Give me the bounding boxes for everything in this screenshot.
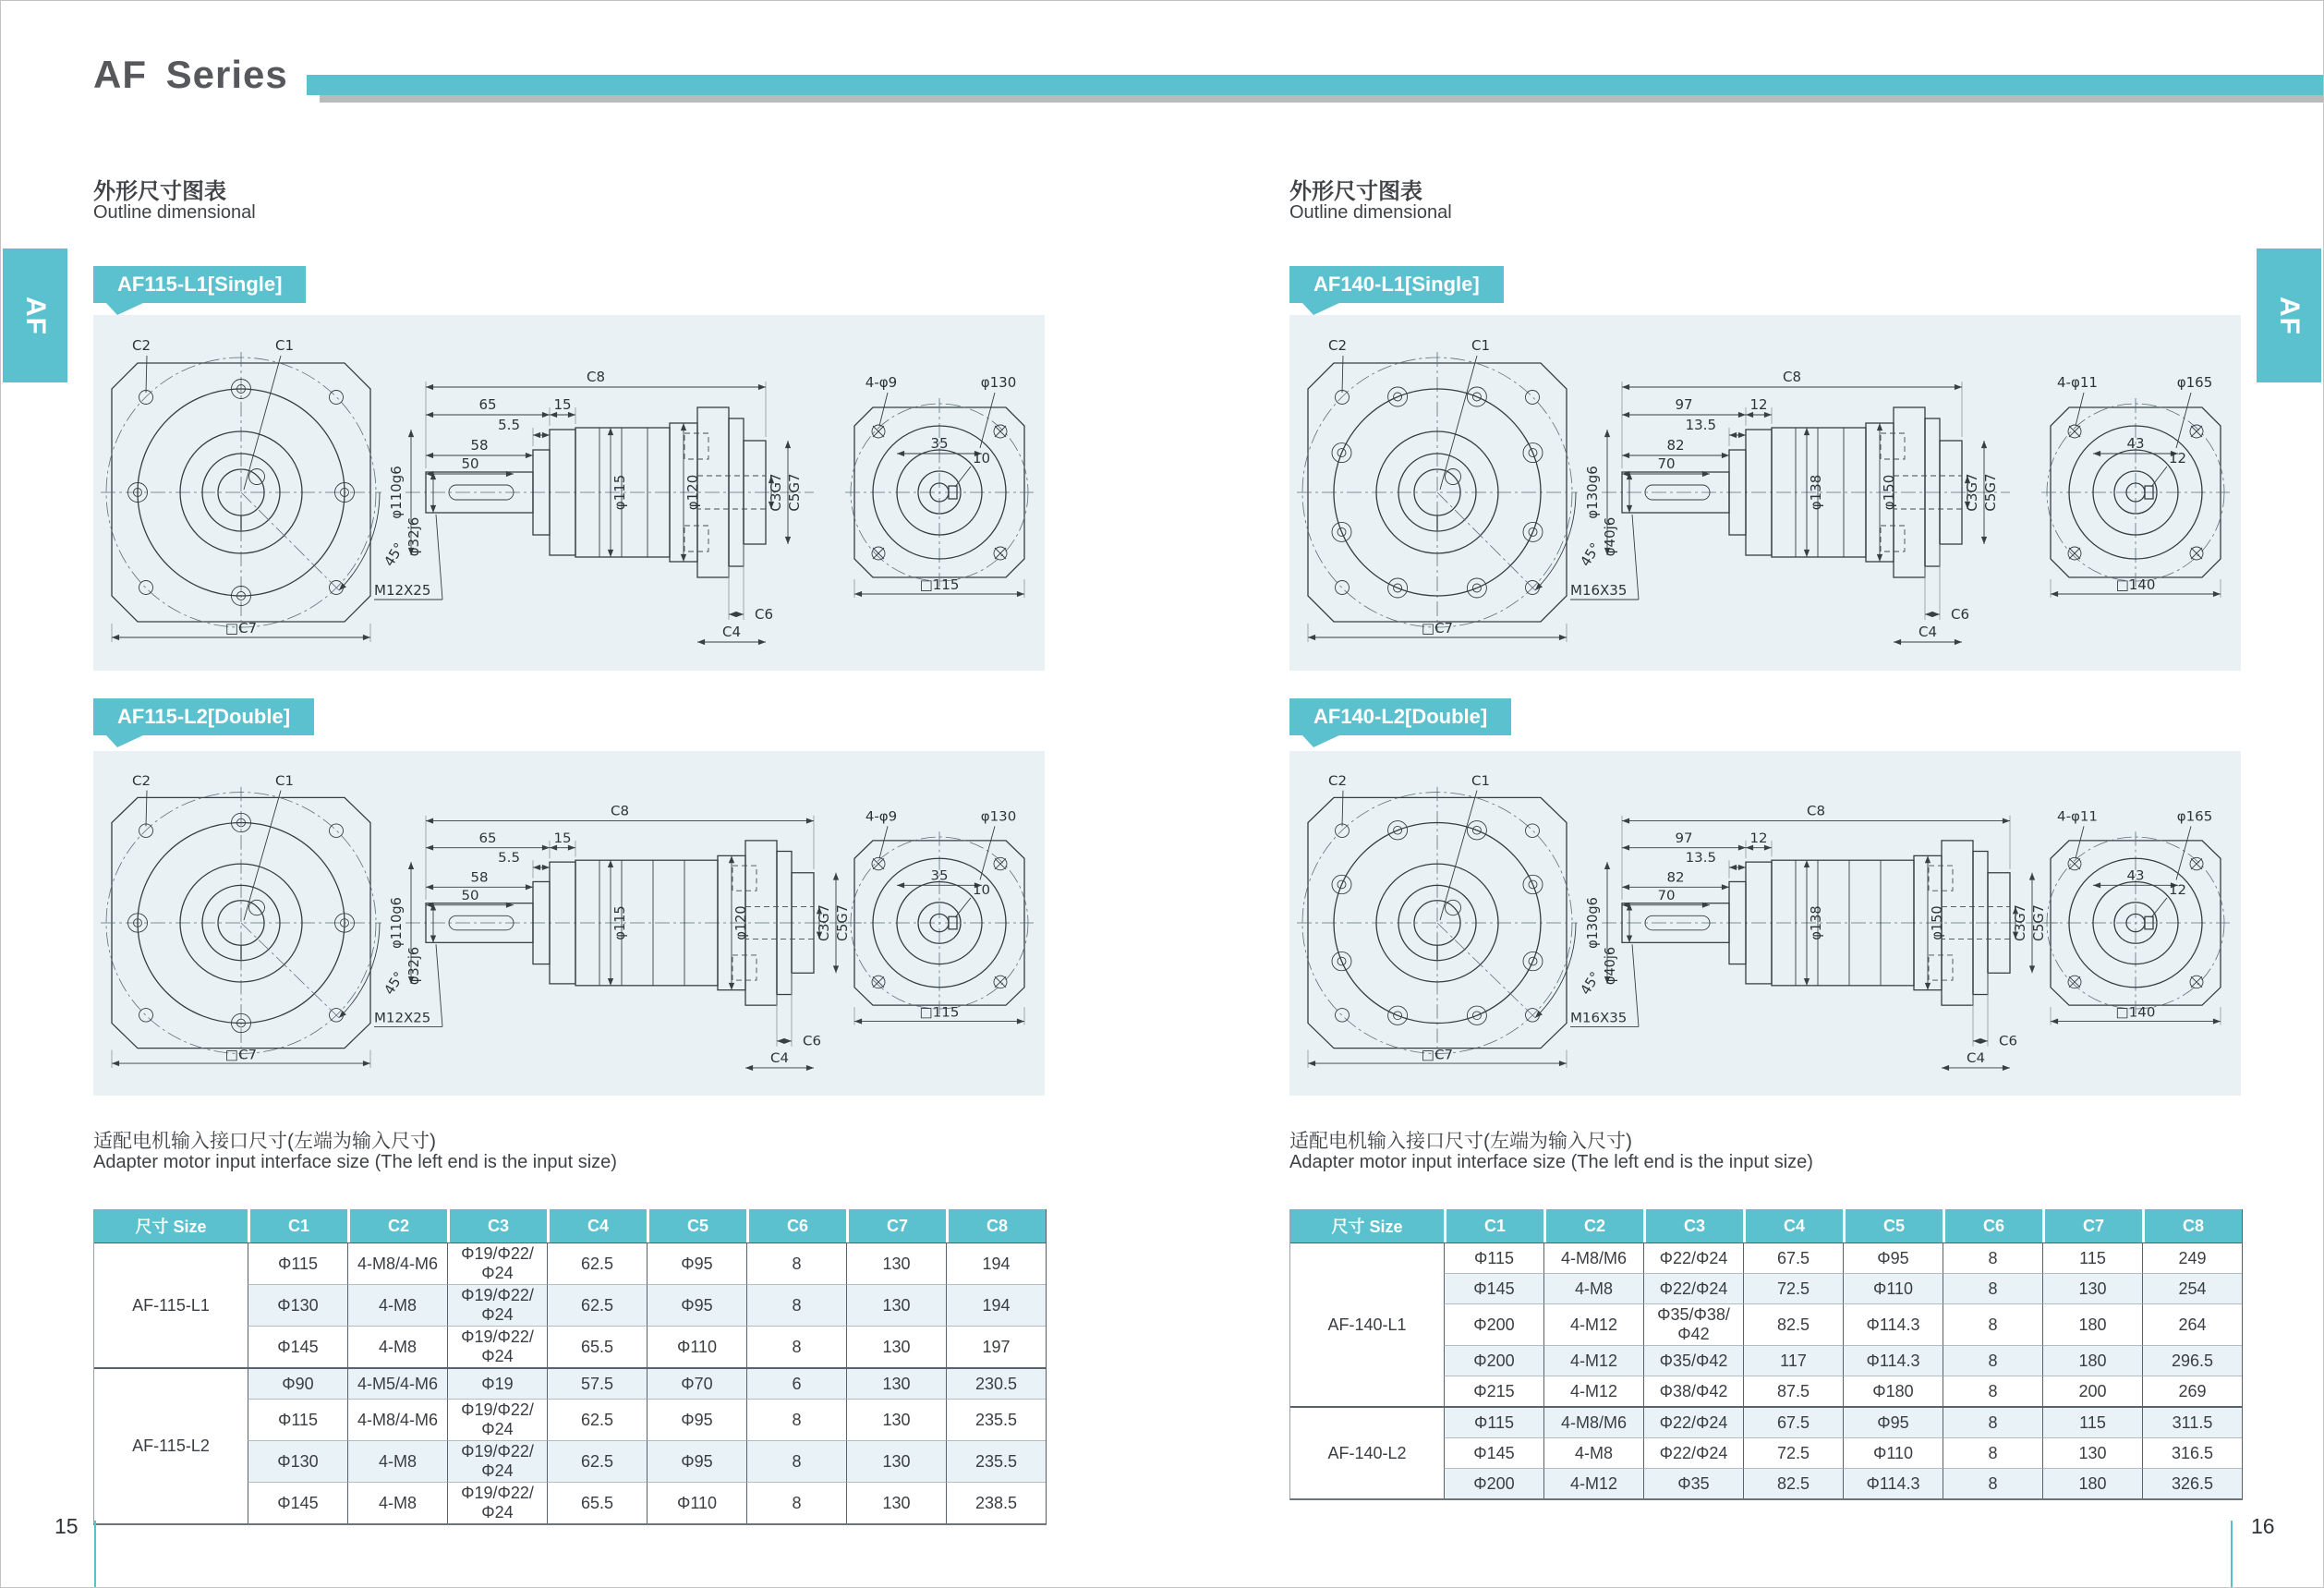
dimension-cell: 264 bbox=[2142, 1303, 2242, 1345]
dimension-cell: Φ114.3 bbox=[1843, 1345, 1943, 1376]
svg-text:C6: C6 bbox=[1999, 1033, 2017, 1049]
svg-text:70: 70 bbox=[1657, 455, 1676, 472]
dimension-cell: 8 bbox=[1943, 1437, 2042, 1468]
svg-text:□C7: □C7 bbox=[224, 1047, 258, 1063]
svg-text:C3G7: C3G7 bbox=[1964, 473, 1980, 512]
dimension-cell: Φ110 bbox=[647, 1482, 746, 1523]
dimension-cell: Φ95 bbox=[1843, 1406, 1943, 1437]
svg-text:82: 82 bbox=[1666, 437, 1685, 454]
dimension-cell: 4-M12 bbox=[1543, 1345, 1643, 1376]
svg-text:C4: C4 bbox=[1967, 1050, 1985, 1067]
dimension-cell: Φ200 bbox=[1444, 1345, 1543, 1376]
dimension-cell: 180 bbox=[2042, 1345, 2142, 1376]
svg-text:13.5: 13.5 bbox=[1685, 850, 1716, 867]
svg-text:C6: C6 bbox=[755, 606, 774, 623]
side-tab-label: AF bbox=[20, 296, 51, 335]
svg-text:13.5: 13.5 bbox=[1685, 417, 1716, 433]
svg-text:82: 82 bbox=[1666, 869, 1685, 886]
drawing-panel bbox=[93, 751, 1045, 1096]
dimension-cell: Φ35/Φ42 bbox=[1643, 1345, 1743, 1376]
svg-text:12: 12 bbox=[1749, 396, 1768, 413]
svg-text:12: 12 bbox=[1749, 830, 1768, 846]
svg-text:M16X35: M16X35 bbox=[1570, 1010, 1628, 1026]
svg-text:C5G7: C5G7 bbox=[2030, 904, 2048, 941]
dimension-cell: 296.5 bbox=[2142, 1345, 2242, 1376]
technical-drawing bbox=[93, 751, 1045, 1096]
dimension-cell: 67.5 bbox=[1743, 1406, 1843, 1437]
dimension-cell: 130 bbox=[846, 1399, 946, 1440]
dimension-cell: 130 bbox=[2042, 1437, 2142, 1468]
svg-text:C2: C2 bbox=[132, 773, 151, 789]
dimension-cell: 62.5 bbox=[547, 1243, 647, 1284]
svg-text:φ150: φ150 bbox=[1929, 905, 1946, 940]
dimension-cell: 6 bbox=[746, 1367, 846, 1399]
column-header: C2 bbox=[347, 1209, 447, 1243]
adapter-note-en: Adapter motor input interface size (The left end is the input size) bbox=[93, 1152, 617, 1172]
svg-text:□115: □115 bbox=[919, 576, 960, 593]
dimension-cell: Φ145 bbox=[1444, 1437, 1543, 1468]
dimension-cell: Φ110 bbox=[1843, 1437, 1943, 1468]
dimension-cell: Φ115 bbox=[248, 1243, 347, 1284]
dimension-cell: 235.5 bbox=[946, 1440, 1046, 1482]
dimension-cell: 8 bbox=[746, 1440, 846, 1482]
dimension-cell: 4-M8 bbox=[347, 1440, 447, 1482]
svg-text:45°: 45° bbox=[1577, 539, 1604, 570]
dimension-cell: 130 bbox=[846, 1482, 946, 1523]
svg-text:□140: □140 bbox=[2115, 1004, 2156, 1021]
drawing-panel bbox=[1289, 751, 2241, 1096]
dimension-cell: Φ19/Φ22/Φ24 bbox=[447, 1482, 547, 1523]
svg-text:58: 58 bbox=[470, 437, 489, 454]
spec-table bbox=[1290, 1209, 2242, 1498]
svg-text:65: 65 bbox=[478, 830, 497, 846]
column-header: C5 bbox=[647, 1209, 746, 1243]
svg-text:C1: C1 bbox=[275, 773, 294, 789]
section-heading-zh: 外形尺寸图表 bbox=[93, 179, 226, 204]
model-badge: AF140-L2[Double] bbox=[1289, 698, 1511, 735]
dimension-cell: 8 bbox=[1943, 1468, 2042, 1498]
dimension-cell: 180 bbox=[2042, 1303, 2142, 1345]
svg-text:C8: C8 bbox=[586, 369, 606, 385]
dimension-cell: Φ22/Φ24 bbox=[1643, 1273, 1743, 1303]
svg-text:97: 97 bbox=[1675, 396, 1693, 413]
svg-text:M12X25: M12X25 bbox=[374, 582, 431, 599]
dimension-cell: 249 bbox=[2142, 1243, 2242, 1273]
spec-table-wrap bbox=[1289, 1209, 2243, 1500]
dimension-cell: Φ35/Φ38/Φ42 bbox=[1643, 1303, 1743, 1345]
dimension-cell: 326.5 bbox=[2142, 1468, 2242, 1498]
column-header: 尺寸 Size bbox=[94, 1209, 248, 1243]
svg-text:□C7: □C7 bbox=[1421, 620, 1454, 636]
model-badge: AF140-L1[Single] bbox=[1289, 266, 1504, 303]
svg-text:5.5: 5.5 bbox=[498, 850, 520, 867]
svg-text:C2: C2 bbox=[1327, 337, 1348, 354]
dimension-cell: 87.5 bbox=[1743, 1376, 1843, 1406]
column-header: C7 bbox=[846, 1209, 946, 1243]
dimension-cell: 65.5 bbox=[547, 1482, 647, 1523]
dimension-cell: Φ38/Φ42 bbox=[1643, 1376, 1743, 1406]
model-name-cell: AF-115-L2 bbox=[94, 1367, 248, 1523]
svg-text:φ32j6: φ32j6 bbox=[405, 946, 423, 986]
svg-text:43: 43 bbox=[2126, 435, 2145, 452]
dimension-cell: 8 bbox=[746, 1482, 846, 1523]
svg-text:C2: C2 bbox=[131, 337, 151, 354]
dimension-cell: 130 bbox=[2042, 1273, 2142, 1303]
dimension-cell: 82.5 bbox=[1743, 1468, 1843, 1498]
dimension-cell: Φ200 bbox=[1444, 1303, 1543, 1345]
svg-text:φ130: φ130 bbox=[980, 374, 1017, 391]
svg-text:C3G7: C3G7 bbox=[2012, 904, 2029, 941]
column-header: C1 bbox=[248, 1209, 347, 1243]
dimension-cell: Φ200 bbox=[1444, 1468, 1543, 1498]
svg-text:φ120: φ120 bbox=[732, 905, 750, 940]
svg-text:35: 35 bbox=[930, 435, 949, 452]
dimension-cell: 4-M12 bbox=[1543, 1468, 1643, 1498]
svg-text:C8: C8 bbox=[611, 803, 629, 819]
svg-text:45°: 45° bbox=[381, 969, 408, 998]
svg-text:5.5: 5.5 bbox=[498, 417, 520, 433]
dimension-cell: 8 bbox=[1943, 1243, 2042, 1273]
dimension-cell: 316.5 bbox=[2142, 1437, 2242, 1468]
column-header: C8 bbox=[2142, 1209, 2242, 1243]
svg-text:C8: C8 bbox=[1782, 369, 1802, 385]
dimension-cell: 8 bbox=[746, 1326, 846, 1367]
svg-text:C3G7: C3G7 bbox=[816, 904, 833, 941]
dimension-cell: Φ115 bbox=[1444, 1406, 1543, 1437]
spec-table bbox=[94, 1209, 1046, 1523]
svg-text:12: 12 bbox=[2169, 450, 2187, 467]
dimension-cell: 180 bbox=[2042, 1468, 2142, 1498]
dimension-cell: Φ22/Φ24 bbox=[1643, 1406, 1743, 1437]
dimension-cell: Φ95 bbox=[647, 1440, 746, 1482]
svg-text:φ110g6: φ110g6 bbox=[388, 466, 405, 519]
dimension-cell: Φ19/Φ22/Φ24 bbox=[447, 1440, 547, 1482]
svg-text:C6: C6 bbox=[803, 1033, 821, 1049]
dimension-cell: 115 bbox=[2042, 1243, 2142, 1273]
dimension-cell: Φ180 bbox=[1843, 1376, 1943, 1406]
technical-drawing bbox=[1289, 751, 2241, 1096]
dimension-cell: 197 bbox=[946, 1326, 1046, 1367]
dimension-cell: 235.5 bbox=[946, 1399, 1046, 1440]
dimension-cell: Φ110 bbox=[1843, 1273, 1943, 1303]
svg-text:C1: C1 bbox=[274, 337, 295, 354]
dimension-cell: 8 bbox=[1943, 1345, 2042, 1376]
column-header: C7 bbox=[2042, 1209, 2142, 1243]
dimension-cell: 4-M12 bbox=[1543, 1376, 1643, 1406]
dimension-cell: 62.5 bbox=[547, 1284, 647, 1326]
dimension-cell: Φ22/Φ24 bbox=[1643, 1437, 1743, 1468]
dimension-cell: 4-M8 bbox=[1543, 1437, 1643, 1468]
dimension-cell: 117 bbox=[1743, 1345, 1843, 1376]
svg-text:45°: 45° bbox=[381, 539, 408, 570]
section-heading-zh: 外形尺寸图表 bbox=[1289, 179, 1422, 204]
section-heading-en: Outline dimensional bbox=[93, 202, 256, 223]
model-name-cell: AF-140-L1 bbox=[1290, 1243, 1444, 1406]
dimension-cell: Φ19/Φ22/Φ24 bbox=[447, 1243, 547, 1284]
svg-text:C5G7: C5G7 bbox=[786, 473, 803, 512]
svg-text:65: 65 bbox=[478, 396, 497, 413]
dimension-cell: 4-M5/4-M6 bbox=[347, 1367, 447, 1399]
svg-text:35: 35 bbox=[930, 867, 949, 884]
dimension-cell: 4-M8/M6 bbox=[1543, 1406, 1643, 1437]
dimension-cell: 254 bbox=[2142, 1273, 2242, 1303]
column-header: 尺寸 Size bbox=[1290, 1209, 1444, 1243]
dimension-cell: Φ115 bbox=[1444, 1243, 1543, 1273]
dimension-cell: 130 bbox=[846, 1440, 946, 1482]
column-header: C3 bbox=[447, 1209, 547, 1243]
svg-text:□C7: □C7 bbox=[224, 620, 258, 636]
dimension-cell: 8 bbox=[1943, 1303, 2042, 1345]
dimension-cell: 72.5 bbox=[1743, 1273, 1843, 1303]
svg-text:50: 50 bbox=[461, 455, 479, 472]
column-header: C4 bbox=[547, 1209, 647, 1243]
svg-text:φ115: φ115 bbox=[611, 474, 628, 511]
dimension-cell: 130 bbox=[846, 1284, 946, 1326]
dimension-cell: 8 bbox=[746, 1284, 846, 1326]
dimension-cell: Φ22/Φ24 bbox=[1643, 1243, 1743, 1273]
svg-text:C1: C1 bbox=[1471, 337, 1491, 354]
page-title: AF Series bbox=[93, 53, 288, 96]
dimension-cell: Φ70 bbox=[647, 1367, 746, 1399]
column-header: C6 bbox=[1943, 1209, 2042, 1243]
dimension-cell: Φ95 bbox=[647, 1243, 746, 1284]
dimension-cell: Φ19/Φ22/Φ24 bbox=[447, 1326, 547, 1367]
drawing-panel bbox=[93, 315, 1045, 671]
svg-text:φ165: φ165 bbox=[2176, 374, 2213, 391]
dimension-cell: Φ115 bbox=[248, 1399, 347, 1440]
svg-text:C4: C4 bbox=[770, 1050, 789, 1067]
svg-text:C5G7: C5G7 bbox=[834, 904, 852, 941]
footer-accent-line bbox=[94, 1521, 96, 1588]
model-name-cell: AF-140-L2 bbox=[1290, 1406, 1444, 1498]
footer-accent-line bbox=[2231, 1521, 2233, 1588]
svg-text:φ32j6: φ32j6 bbox=[405, 516, 422, 557]
dimension-cell: Φ145 bbox=[1444, 1273, 1543, 1303]
svg-text:φ138: φ138 bbox=[1808, 474, 1824, 511]
column-header: C2 bbox=[1543, 1209, 1643, 1243]
column-header: C8 bbox=[946, 1209, 1046, 1243]
svg-text:φ130g6: φ130g6 bbox=[1584, 897, 1602, 949]
dimension-cell: 115 bbox=[2042, 1406, 2142, 1437]
svg-text:φ120: φ120 bbox=[684, 474, 701, 511]
svg-text:φ130g6: φ130g6 bbox=[1584, 466, 1601, 519]
page-number: 16 bbox=[2251, 1514, 2275, 1538]
dimension-cell: 311.5 bbox=[2142, 1406, 2242, 1437]
svg-text:70: 70 bbox=[1657, 888, 1676, 903]
dimension-cell: 130 bbox=[846, 1367, 946, 1399]
svg-text:4-φ9: 4-φ9 bbox=[865, 808, 898, 825]
adapter-note-zh: 适配电机输入接口尺寸(左端为输入尺寸) bbox=[93, 1131, 436, 1152]
dimension-cell: 57.5 bbox=[547, 1367, 647, 1399]
dimension-cell: 4-M8/M6 bbox=[1543, 1243, 1643, 1273]
dimension-cell: Φ19 bbox=[447, 1367, 547, 1399]
dimension-cell: 8 bbox=[746, 1399, 846, 1440]
model-badge: AF115-L1[Single] bbox=[93, 266, 306, 303]
dimension-cell: Φ145 bbox=[248, 1482, 347, 1523]
page-16 bbox=[1163, 1, 2324, 1588]
svg-text:□115: □115 bbox=[919, 1004, 960, 1021]
dimension-cell: 82.5 bbox=[1743, 1303, 1843, 1345]
svg-text:4-φ11: 4-φ11 bbox=[2057, 374, 2098, 391]
svg-text:C2: C2 bbox=[1328, 773, 1347, 789]
dimension-cell: 8 bbox=[1943, 1406, 2042, 1437]
model-badge: AF115-L2[Double] bbox=[93, 698, 314, 735]
dimension-cell: 4-M8/4-M6 bbox=[347, 1399, 447, 1440]
svg-text:φ40j6: φ40j6 bbox=[1602, 516, 1618, 557]
dimension-cell: Φ19/Φ22/Φ24 bbox=[447, 1399, 547, 1440]
column-header: C5 bbox=[1843, 1209, 1943, 1243]
dimension-cell: 130 bbox=[846, 1243, 946, 1284]
column-header: C4 bbox=[1743, 1209, 1843, 1243]
svg-text:4-φ11: 4-φ11 bbox=[2057, 808, 2098, 825]
dimension-cell: Φ114.3 bbox=[1843, 1468, 1943, 1498]
svg-text:10: 10 bbox=[973, 450, 991, 467]
svg-text:C5G7: C5G7 bbox=[1982, 473, 1999, 512]
dimension-cell: 62.5 bbox=[547, 1399, 647, 1440]
dimension-cell: Φ110 bbox=[647, 1326, 746, 1367]
dimension-cell: Φ114.3 bbox=[1843, 1303, 1943, 1345]
svg-text:φ150: φ150 bbox=[1881, 474, 1897, 511]
dimension-cell: 4-M8/4-M6 bbox=[347, 1243, 447, 1284]
svg-text:50: 50 bbox=[461, 888, 479, 903]
dimension-cell: Φ35 bbox=[1643, 1468, 1743, 1498]
svg-text:58: 58 bbox=[470, 869, 489, 886]
svg-text:15: 15 bbox=[553, 830, 572, 846]
dimension-cell: 194 bbox=[946, 1284, 1046, 1326]
svg-text:10: 10 bbox=[973, 882, 991, 898]
svg-text:15: 15 bbox=[553, 396, 572, 413]
dimension-cell: 8 bbox=[1943, 1273, 2042, 1303]
svg-text:45°: 45° bbox=[1577, 969, 1604, 998]
column-header: C6 bbox=[746, 1209, 846, 1243]
svg-text:φ40j6: φ40j6 bbox=[1602, 946, 1619, 986]
svg-text:12: 12 bbox=[2169, 882, 2187, 898]
technical-drawing bbox=[93, 315, 1045, 671]
svg-text:φ110g6: φ110g6 bbox=[388, 897, 405, 949]
dimension-cell: Φ215 bbox=[1444, 1376, 1543, 1406]
section-heading-en: Outline dimensional bbox=[1289, 202, 1452, 223]
dimension-cell: Φ145 bbox=[248, 1326, 347, 1367]
dimension-cell: 4-M12 bbox=[1543, 1303, 1643, 1345]
svg-text:M16X35: M16X35 bbox=[1570, 582, 1628, 599]
dimension-cell: Φ95 bbox=[647, 1399, 746, 1440]
dimension-cell: Φ95 bbox=[1843, 1243, 1943, 1273]
technical-drawing bbox=[1289, 315, 2241, 671]
dimension-cell: Φ130 bbox=[248, 1440, 347, 1482]
dimension-cell: Φ19/Φ22/Φ24 bbox=[447, 1284, 547, 1326]
adapter-note-en: Adapter motor input interface size (The left end is the input size) bbox=[1289, 1152, 1813, 1172]
svg-text:C3G7: C3G7 bbox=[768, 473, 784, 512]
svg-text:C4: C4 bbox=[721, 624, 742, 640]
dimension-cell: 4-M8 bbox=[347, 1482, 447, 1523]
column-header: C3 bbox=[1643, 1209, 1743, 1243]
svg-text:C8: C8 bbox=[1807, 803, 1825, 819]
column-header: C1 bbox=[1444, 1209, 1543, 1243]
svg-text:C1: C1 bbox=[1471, 773, 1490, 789]
svg-text:97: 97 bbox=[1675, 830, 1693, 846]
side-tab-label: AF bbox=[2274, 296, 2305, 335]
dimension-cell: 130 bbox=[846, 1326, 946, 1367]
adapter-note-zh: 适配电机输入接口尺寸(左端为输入尺寸) bbox=[1289, 1131, 1632, 1152]
svg-text:φ130: φ130 bbox=[980, 808, 1017, 825]
dimension-cell: 65.5 bbox=[547, 1326, 647, 1367]
dimension-cell: 4-M8 bbox=[347, 1326, 447, 1367]
drawing-panel bbox=[1289, 315, 2241, 671]
dimension-cell: 67.5 bbox=[1743, 1243, 1843, 1273]
svg-text:□140: □140 bbox=[2115, 576, 2156, 593]
dimension-cell: 8 bbox=[1943, 1376, 2042, 1406]
model-name-cell: AF-115-L1 bbox=[94, 1243, 248, 1367]
page-15 bbox=[1, 1, 1163, 1588]
dimension-cell: 62.5 bbox=[547, 1440, 647, 1482]
spec-table-wrap bbox=[93, 1209, 1047, 1525]
svg-text:43: 43 bbox=[2126, 867, 2145, 884]
dimension-cell: 238.5 bbox=[946, 1482, 1046, 1523]
dimension-cell: 200 bbox=[2042, 1376, 2142, 1406]
svg-text:C6: C6 bbox=[1951, 606, 1970, 623]
dimension-cell: Φ95 bbox=[647, 1284, 746, 1326]
dimension-cell: Φ130 bbox=[248, 1284, 347, 1326]
svg-text:□C7: □C7 bbox=[1421, 1047, 1454, 1063]
dimension-cell: 72.5 bbox=[1743, 1437, 1843, 1468]
svg-text:M12X25: M12X25 bbox=[374, 1010, 431, 1026]
dimension-cell: 4-M8 bbox=[347, 1284, 447, 1326]
dimension-cell: 8 bbox=[746, 1243, 846, 1284]
dimension-cell: 269 bbox=[2142, 1376, 2242, 1406]
svg-text:φ138: φ138 bbox=[1808, 905, 1825, 940]
dimension-cell: 194 bbox=[946, 1243, 1046, 1284]
dimension-cell: 230.5 bbox=[946, 1367, 1046, 1399]
dimension-cell: 4-M8 bbox=[1543, 1273, 1643, 1303]
svg-text:φ115: φ115 bbox=[611, 905, 629, 940]
page-number: 15 bbox=[54, 1514, 79, 1538]
svg-text:φ165: φ165 bbox=[2176, 808, 2213, 825]
dimension-cell: Φ90 bbox=[248, 1367, 347, 1399]
svg-text:C4: C4 bbox=[1918, 624, 1938, 640]
svg-text:4-φ9: 4-φ9 bbox=[865, 374, 898, 391]
